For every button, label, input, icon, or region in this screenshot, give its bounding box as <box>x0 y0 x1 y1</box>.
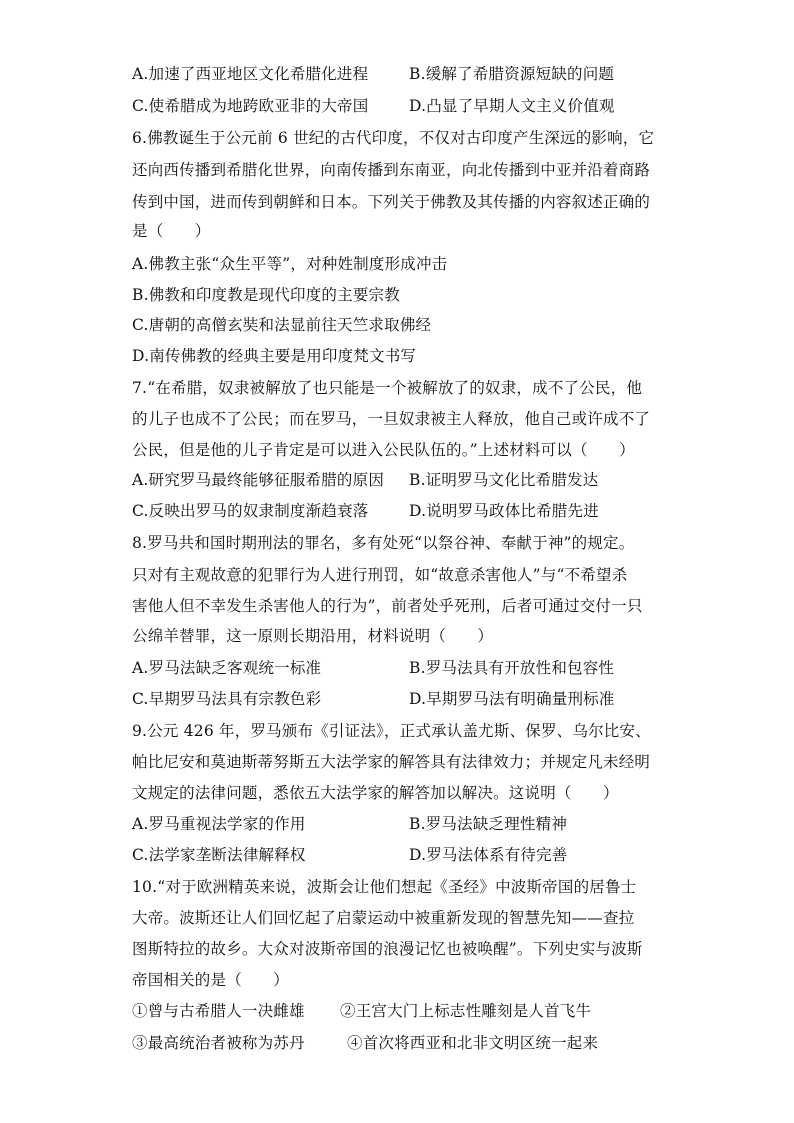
q9-stem-line-2: 帕比尼安和莫迪斯蒂努斯五大法学家的解答具有法律效力；并规定凡未经明 <box>132 753 651 771</box>
q8-stem-line-3: 害他人但不幸发生杀害他人的行为”，前者处乎死刑，后者可通过交付一只 <box>132 597 643 615</box>
q10-stem-line-1: 10.“对于欧洲精英来说，波斯会让他们想起《圣经》中波斯帝国的居鲁士 <box>132 878 637 896</box>
q5-option-b: B.缓解了希腊资源短缺的问题 <box>409 65 615 83</box>
q6-option-d: D.南传佛教的经典主要是用印度梵文书写 <box>132 347 417 365</box>
q10-items-row-1 <box>132 1000 591 1022</box>
q6-stem-line-1: 6.佛教诞生于公元前 6 世纪的古代印度，不仅对古印度产生深远的影响，它 <box>132 129 655 147</box>
q9-option-a: A.罗马重视法学家的作用 <box>132 815 306 833</box>
q7-stem-line-1: 7.“在希腊，奴隶被解放了也只能是一个被解放了的奴隶，成不了公民，他 <box>132 379 643 397</box>
q9-option-b: B.罗马法缺乏理性精神 <box>409 815 568 833</box>
q6-stem-line-2: 还向西传播到希腊化世界，向南传播到东南亚，向北传播到中亚并沿着商路 <box>132 161 651 179</box>
q10-item-2: ②王宫大门上标志性雕刻是人首飞牛 <box>340 1002 592 1020</box>
q6-stem-line-4: 是（ ） <box>132 222 211 240</box>
q10-stem-line-3: 图斯特拉的故乡。大众对波斯帝国的浪漫记忆也被唤醒”。下列史实与波斯 <box>132 940 643 958</box>
q6-option-c: C.唐朝的高僧玄奘和法显前往天竺求取佛经 <box>132 316 432 334</box>
q6-stem-line-3: 传到中国，进而传到朝鲜和日本。下列关于佛教及其传播的内容叙述正确的 <box>132 193 651 211</box>
q10-item-4: ④首次将西亚和北非文明区统一起来 <box>347 1034 599 1052</box>
q10-stem-line-4: 帝国相关的是（ ） <box>132 971 290 989</box>
q8-stem-line-4: 公绵羊替罪，这一原则长期沿用，材料说明（ ） <box>132 627 494 645</box>
q10-item-3: ③最高统治者被称为苏丹 <box>132 1034 305 1052</box>
q7-option-c: C.反映出罗马的奴隶制度渐趋衰落 <box>132 502 369 520</box>
q5-option-a: A.加速了西亚地区文化希腊化进程 <box>132 65 369 83</box>
q7-stem-line-2: 的儿子也成不了公民；而在罗马，一旦奴隶被主人释放，他自己或许成不了 <box>132 410 651 428</box>
q7-options-row-2 <box>132 500 599 522</box>
q8-options-row-2 <box>132 688 615 710</box>
q9-option-d: D.罗马法体系有待完善 <box>409 846 568 864</box>
q7-option-a: A.研究罗马最终能够征服希腊的原因 <box>132 471 385 489</box>
q10-item-1: ①曾与古希腊人一决雌雄 <box>132 1002 305 1020</box>
q8-stem-line-1: 8.罗马共和国时期刑法的罪名，多有处死“以祭谷神、奉献于神”的规定。 <box>132 534 635 552</box>
q7-stem-line-3: 公民，但是他的儿子肯定是可以进入公民队伍的。”上述材料可以（ ） <box>132 441 635 459</box>
q9-options-row-2 <box>132 844 568 866</box>
q8-option-b: B.罗马法具有开放性和包容性 <box>409 659 615 677</box>
q8-options-row-1 <box>132 657 614 679</box>
q5-options-row-2 <box>132 95 615 117</box>
q8-option-d: D.早期罗马法有明确量刑标准 <box>409 690 615 708</box>
q7-option-b: B.证明罗马文化比希腊发达 <box>409 471 599 489</box>
q10-items-row-2 <box>132 1032 598 1054</box>
q7-option-d: D.说明罗马政体比希腊先进 <box>409 502 599 520</box>
q7-options-row-1 <box>132 469 598 491</box>
q5-options-row-1 <box>132 63 614 85</box>
q9-option-c: C.法学家垄断法律解释权 <box>132 846 306 864</box>
q5-option-d: D.凸显了早期人文主义价值观 <box>409 97 615 115</box>
q6-option-b: B.佛教和印度教是现代印度的主要宗教 <box>132 286 400 304</box>
q9-options-row-1 <box>132 813 567 835</box>
q8-stem-line-2: 只对有主观故意的犯罪行为人进行刑罚，如“故意杀害他人”与“不希望杀 <box>132 566 628 584</box>
q9-stem-line-1: 9.公元 426 年，罗马颁布《引证法》，正式承认盖尤斯、保罗、乌尔比安、 <box>132 722 651 740</box>
q10-stem-line-2: 大帝。波斯还让人们回忆起了启蒙运动中被重新发现的智慧先知——查拉 <box>132 909 635 927</box>
q8-option-a: A.罗马法缺乏客观统一标准 <box>132 659 322 677</box>
q9-stem-line-3: 文规定的法律问题，悉依五大法学家的解答加以解决。这说明（ ） <box>132 784 619 802</box>
q5-option-c: C.使希腊成为地跨欧亚非的大帝国 <box>132 97 369 115</box>
q6-option-a: A.佛教主张“众生平等”，对种姓制度形成冲击 <box>132 255 448 273</box>
q8-option-c: C.早期罗马法具有宗教色彩 <box>132 690 322 708</box>
